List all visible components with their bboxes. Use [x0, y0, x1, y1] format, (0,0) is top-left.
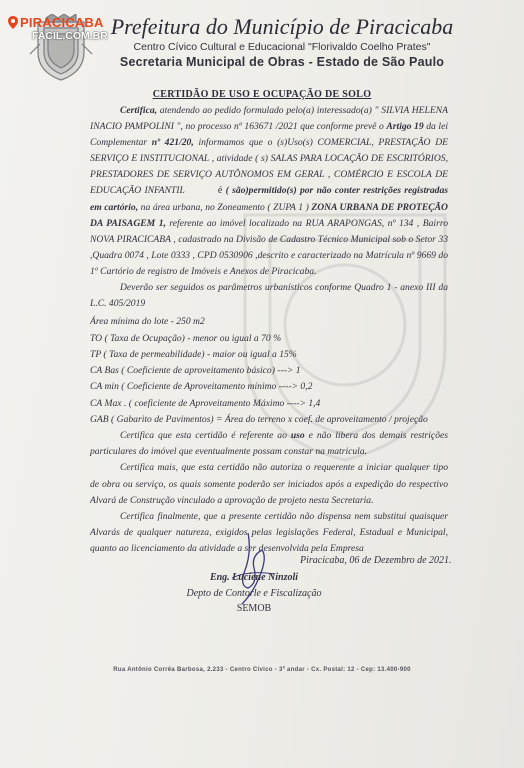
document-body — [90, 103, 448, 557]
permitted-clause: ( são)permitido(s) por não conter restrições registradas em cartório, — [90, 185, 448, 213]
zone-name: ZONA URBANA DE PROTEÇÃO DA PAISAGEM 1, — [90, 201, 448, 229]
paragraph-licensing: Certifica finalmente, que a presente certidão não dispensa nem substitui quaisquer Alvarás de qualquer natureza, exigidos pelas legislações Federal, Estadual e Municipal, quanto ao licenciamento da atividade a ser desenvolvida pela Empresa — [90, 510, 448, 554]
paragraph-construction: Certifica mais, que esta certidão não autoriza o requerente a iniciar qualquer tipo de obra ou serviço, os quais somente poderão ser iniciados após a expedição do respectivo Alvará de Construção vinculado a aprovação de projeto nesta Secretaria. — [90, 462, 448, 506]
handwritten-mark: é — [217, 185, 223, 197]
document-title: CERTIDÃO DE USO E OCUPAÇÃO DE SOLO — [152, 89, 372, 100]
footer-address: Rua Antônio Corrêa Barbosa, 2.233 - Centro Cívico - 3º andar - Cx. Postal: 12 - Cep: 13.400-900 — [113, 667, 411, 673]
header-department: Secretaria Municipal de Obras - Estado de São Paulo — [119, 55, 445, 69]
parameter-item: GAB ( Gabarito de Pavimentos) = Área do terreno x coef. de aproveitamento / projeção — [90, 414, 428, 425]
map-pin-icon — [8, 16, 18, 29]
parameter-item: TO ( Taxa de Ocupação) - menor ou igual a 70 % — [90, 332, 282, 344]
signature-date: Piracicaba, 06 de Dezembro de 2021. — [300, 555, 452, 566]
paragraph-parameters-intro: Deverão ser seguidos os parâmetros urbanísticos conforme Quadro 1 - anexo III da L.C. 405/2019 — [90, 282, 448, 310]
parameter-item: CA Max . ( coeficiente de Aproveitamento Máximo ----> 1,4 — [90, 397, 321, 409]
parameter-item: Área mínima do lote - 250 m2 — [90, 316, 205, 328]
paragraph-main: Certifica, atendendo ao pedido formulado pelo(a) interessado(a) " SILVIA HELENA INACIO PAMPOLINI ", no processo nº 163671 /2021 que conforme prevê o Artigo 19 da lei Complementar nº 421/20, informamos que o (s)Uso(s) COMERCIAL, PRESTAÇÃO DE SERVIÇO E INSTITUCIONAL , atividade ( s) SALAS PARA LOCAÇÃO DE ESCRITÓRIOS, PRESTADORES DE SERVIÇO AUTÔNOMOS EM GERAL , COMÉRCIO E ESCOLA DE EDUCAÇÃO INFANTIL é ( são)permitido(s) por não conter restrições registradas em cartório, na área urbana, no Zoneamento ( ZUPA 1 ) ZONA URBANA DE PROTEÇÃO DA PAISAGEM 1, referente ao imóvel localizado na RUA ARAPONGAS, nº 134 , Bairro NOVA PIRACICABA , cadastrado na Divisão de Cadastro Técnico Municipal sob o Setor 33 ,Quadra 0074 , Lote 0333 , CPD 0530906 ,descrito e caracterizado na Matrícula nº 9669 do 1º Cartório de registro de Imóveis e Anexos de Piracicaba. — [90, 105, 449, 277]
watermark-logo — [8, 16, 108, 42]
parameter-item: CA Bas ( Coeficiente de aproveitamento básico) ---> 1 — [90, 365, 301, 377]
parameters-list — [90, 314, 448, 428]
header-title: Prefeitura do Município de Piracicaba — [110, 14, 454, 39]
header-subtitle: Centro Cívico Cultural e Educacional "Florivaldo Coelho Prates" — [133, 41, 431, 53]
paragraph-use: Certifica que esta certidão é referente ao uso e não libera dos demais restrições particulares do imóvel que eventualmente possam constar na matricula. — [90, 430, 448, 458]
signer-unit: SEMOB — [236, 603, 272, 614]
signer-name: Eng. Luciene Ninzoli — [209, 572, 299, 583]
watermark-line2: FACIL.COM.BR — [32, 30, 108, 42]
certifica-lead: Certifica, — [120, 105, 158, 116]
signer-role: Depto de Contorle e Fiscalização — [186, 588, 322, 599]
parameter-item: CA min ( Coeficiente de Aproveitamento mínimo ----> 0,2 — [90, 381, 313, 393]
watermark-line1: PIRACICABA — [20, 15, 104, 30]
parameter-item: TP ( Taxa de permeabilidade) - maior ou igual a 15% — [90, 348, 297, 360]
